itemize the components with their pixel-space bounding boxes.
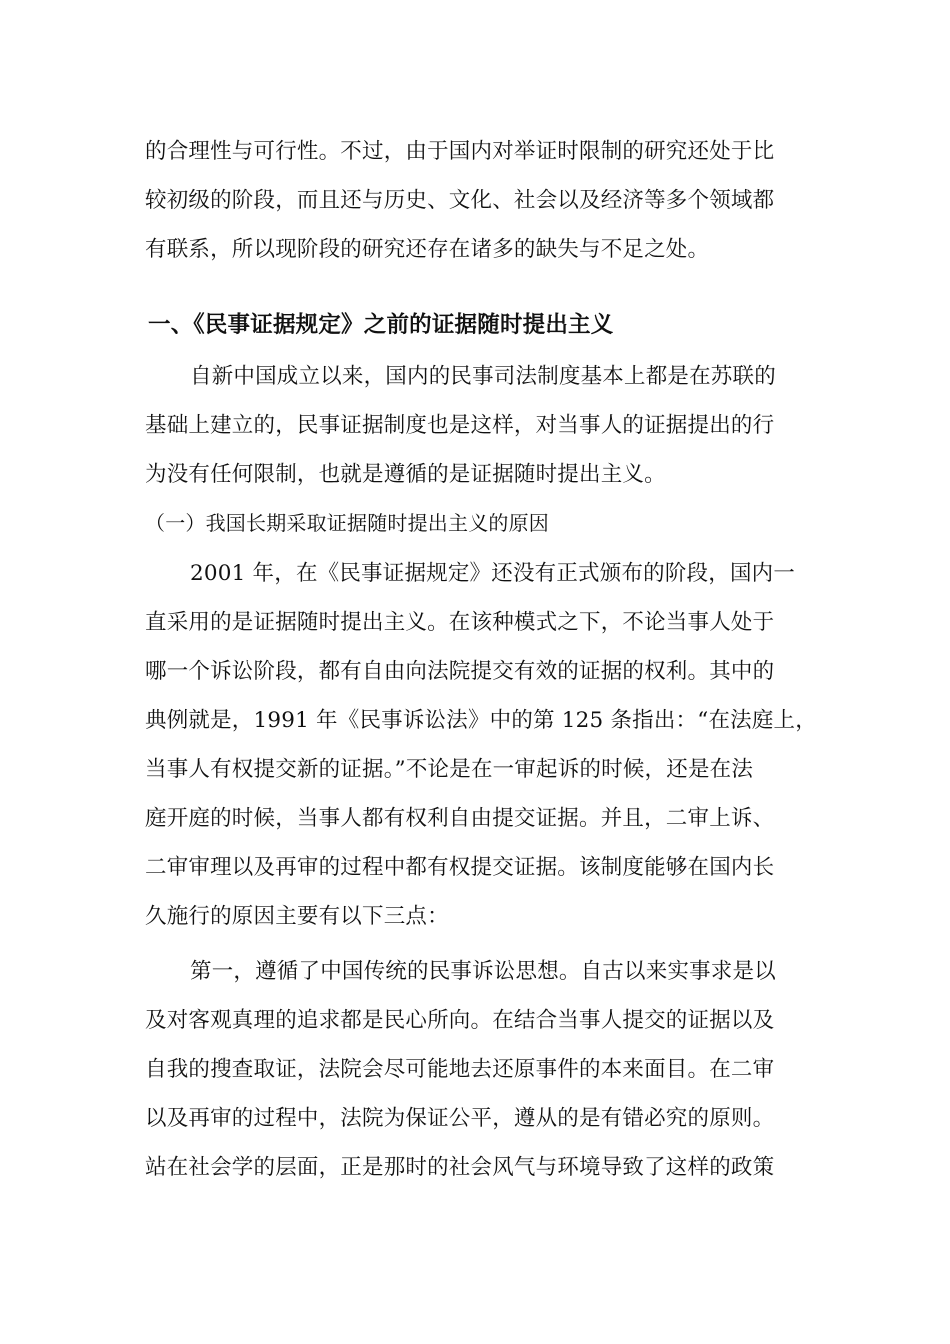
paragraph-1-line-2: 基础上建立的，民事证据制度也是这样，对当事人的证据提出的行: [145, 413, 775, 438]
paragraph-2-line-4: 典例就是，1991 年《民事诉讼法》中的第 125 条指出：“在法庭上，: [145, 708, 817, 733]
paragraph-2-line-6: 庭开庭的时候，当事人都有权利自由提交证据。并且，二审上诉、: [145, 806, 775, 831]
paragraph-2-line-7: 二审审理以及再审的过程中都有权提交证据。该制度能够在国内长: [145, 855, 775, 880]
paragraph-3-line-3: 自我的搜查取证，法院会尽可能地去还原事件的本来面目。在二审: [145, 1057, 775, 1082]
paragraph-1-line-3: 为没有任何限制，也就是遵循的是证据随时提出主义。: [145, 462, 666, 487]
paragraph-3-line-5: 站在社会学的层面，正是那时的社会风气与环境导致了这样的政策: [145, 1155, 775, 1180]
paragraph-2-line-3: 哪一个诉讼阶段，都有自由向法院提交有效的证据的权利。其中的: [145, 659, 775, 684]
intro-line-2: 较初级的阶段，而且还与历史、文化、社会以及经济等多个领域都: [145, 188, 775, 213]
paragraph-3-line-4: 以及再审的过程中，法院为保证公平，遵从的是有错必究的原则。: [145, 1106, 775, 1131]
intro-line-3: 有联系，所以现阶段的研究还存在诸多的缺失与不足之处。: [145, 237, 710, 262]
paragraph-2-line-8: 久施行的原因主要有以下三点：: [145, 904, 449, 929]
paragraph-3-line-2: 及对客观真理的追求都是民心所向。在结合当事人提交的证据以及: [145, 1008, 775, 1033]
paragraph-2-line-1: 2001 年，在《民事证据规定》还没有正式颁布的阶段，国内一: [190, 561, 796, 586]
intro-line-1: 的合理性与可行性。不过，由于国内对举证时限制的研究还处于比: [145, 139, 775, 164]
subsection-heading: （一）我国长期采取证据随时提出主义的原因: [145, 511, 549, 535]
section-heading: 一、《民事证据规定》之前的证据随时提出主义: [148, 312, 614, 338]
paragraph-2-line-2: 直采用的是证据随时提出主义。在该种模式之下，不论当事人处于: [145, 610, 775, 635]
paragraph-3-line-1: 第一，遵循了中国传统的民事诉讼思想。自古以来实事求是以: [190, 959, 776, 984]
paragraph-2-line-5: 当事人有权提交新的证据。”不论是在一审起诉的时候，还是在法: [145, 757, 754, 782]
paragraph-1-line-1: 自新中国成立以来，国内的民事司法制度基本上都是在苏联的: [190, 364, 776, 389]
